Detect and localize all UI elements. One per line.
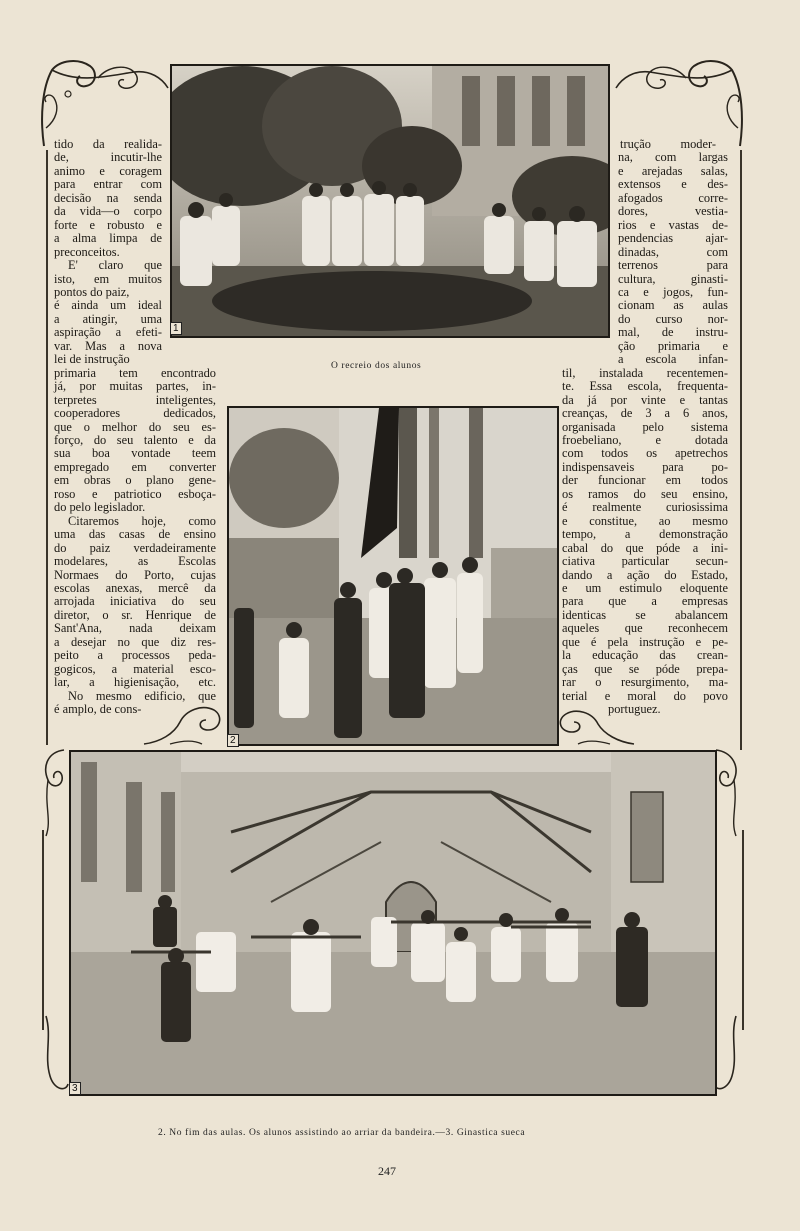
text-line: dando a ação do Estado,	[562, 567, 728, 582]
text-line: isto, em muitos	[54, 271, 162, 286]
text-line: ciativa particular secun-	[562, 554, 728, 569]
text-line: terpretes inteligentes,	[54, 392, 216, 407]
text-line: afogados corre-	[618, 190, 728, 205]
text-line: já, por muitas partes, in-	[54, 379, 216, 394]
text-line: organisada pelo sistema	[562, 419, 728, 434]
text-line: para entrar com	[54, 177, 162, 192]
text-line: decisão na senda	[54, 190, 162, 205]
text-line: extensos e des-	[618, 177, 728, 192]
text-line: do curso nor-	[618, 311, 728, 326]
text-line: os ramos do seu ensino,	[562, 486, 728, 501]
text-line: terial e moral do povo	[562, 688, 728, 703]
text-line: pontos do paiz,	[54, 284, 130, 299]
text-line: portuguez.	[608, 702, 661, 717]
text-line: mal, de instru-	[618, 325, 728, 340]
text-line: ças que se póde prepa-	[562, 661, 728, 676]
text-line: a escola infan-	[618, 352, 728, 367]
text-line: empregado em converter	[54, 459, 216, 474]
text-line: te. Essa escola, frequenta-	[562, 379, 728, 394]
text-line: la educação das crean-	[562, 648, 728, 663]
page-number: 247	[378, 1164, 396, 1178]
text-line: dores, vestia-	[618, 204, 728, 219]
photo-recreio	[170, 64, 610, 338]
text-line: animo e coragem	[54, 163, 162, 178]
text-line: do pelo legislador.	[54, 500, 146, 515]
text-line: e um estimulo eloquente	[562, 580, 728, 595]
text-line: trução moder-	[620, 137, 716, 151]
text-line: gogicos, a material esco-	[54, 661, 216, 676]
text-line: creanças, de 3 a 6 anos,	[562, 406, 728, 421]
right-text-column	[562, 138, 730, 716]
text-line: uma das casas de ensino	[54, 527, 216, 542]
text-line: terrenos para	[618, 258, 728, 273]
text-line: é ainda um ideal	[54, 298, 162, 313]
left-column-rule	[46, 150, 48, 745]
text-line: dinadas, com	[618, 244, 728, 259]
text-line: roso e patriotico esboça-	[54, 486, 216, 501]
text-line: aspiração a efeti-	[54, 325, 162, 340]
right-column-rule	[740, 150, 742, 750]
text-line: rios e vastas de-	[618, 217, 728, 232]
text-line: forço, do seu talento e da	[54, 432, 216, 447]
text-line: rar o resurgimento, ma-	[562, 675, 728, 690]
text-line: forte e robusto e	[54, 217, 162, 232]
text-line: escolas anexas, mercê da	[54, 580, 216, 595]
text-line: arrojada iniciativa do seu	[54, 594, 216, 609]
text-line: til, instalada recentemen-	[562, 365, 728, 380]
caption-photo-1: O recreio dos alunos	[331, 361, 422, 371]
text-line: lei de instrução	[54, 352, 130, 367]
photo-bandeira	[227, 406, 559, 746]
text-line: peito a processos peda-	[54, 648, 216, 663]
text-line: ca e jogos, fun-	[618, 284, 728, 299]
text-line: E' claro que	[68, 258, 162, 273]
text-line: No mesmo edificio, que	[68, 688, 216, 703]
text-line: é amplo, de cons-	[54, 702, 142, 717]
text-line: identicas se abalancem	[562, 607, 728, 622]
photo-ginastica	[69, 750, 717, 1096]
text-line: e arejadas salas,	[618, 163, 728, 178]
text-line: aqueles que reconhecem	[562, 621, 728, 636]
text-line: tempo, a demonstração	[562, 527, 728, 542]
text-line: indispensaveis para po-	[562, 459, 728, 474]
text-line: de, incutir-lhe	[54, 150, 162, 165]
photo-number-2: 2	[227, 734, 239, 747]
text-line: cultura, ginasti-	[618, 271, 728, 286]
text-line: Normaes do Porto, cujas	[54, 567, 216, 582]
text-line: a desejar no que diz res-	[54, 634, 216, 649]
bottom-frame-left-rule	[42, 830, 44, 1030]
text-line: primaria tem encontrado	[54, 365, 216, 380]
text-line: cabal do que póde a ini-	[562, 540, 728, 555]
text-line: que é pela instrução e pe-	[562, 634, 728, 649]
photo-number-1: 1	[170, 322, 182, 335]
text-line: sua boa vontade teem	[54, 446, 216, 461]
text-line: a alma limpa de	[54, 231, 162, 246]
text-line: Citaremos hoje, como	[68, 513, 216, 528]
left-text-column	[54, 138, 218, 716]
text-line: Sant'Ana, nada deixam	[54, 621, 216, 636]
text-line: do paiz verdadeiramente	[54, 540, 216, 555]
text-line: tido da realida-	[54, 137, 162, 151]
text-line: na, com largas	[618, 150, 728, 165]
text-line: em obras o plano gene-	[54, 473, 216, 488]
text-line: lar, a higienisação, etc.	[54, 675, 216, 690]
text-line: para que a empresas	[562, 594, 728, 609]
text-line: da vida—o corpo	[54, 204, 162, 219]
text-line: diretor, o sr. Henrique de	[54, 607, 216, 622]
text-line: que o melhor do seu es-	[54, 419, 216, 434]
text-line: é realmente curiosissima	[562, 500, 728, 515]
text-line: froebeliano, e dotada	[562, 432, 728, 447]
caption-photos-2-3: 2. No fim das aulas. Os alunos assistindo ao arriar da bandeira.—3. Ginastica sueca	[158, 1128, 526, 1138]
text-line: cionam as aulas	[618, 298, 728, 313]
text-line: der funcionar em todos	[562, 473, 728, 488]
text-line: a atingir, uma	[54, 311, 162, 326]
text-line: pendencias ajar-	[618, 231, 728, 246]
text-line: ção primaria e	[618, 338, 728, 353]
text-line: var. Mas a nova	[54, 338, 162, 353]
text-line: preconceitos.	[54, 244, 120, 259]
text-line: da já por vinte e tantas	[562, 392, 728, 407]
bottom-frame-right-rule	[742, 830, 744, 1030]
text-line: modelares, as Escolas	[54, 554, 216, 569]
text-line: com todos os apetrechos	[562, 446, 728, 461]
text-line: cooperadores dedicados,	[54, 406, 216, 421]
photo-number-3: 3	[69, 1082, 81, 1095]
text-line: e constitue, ao mesmo	[562, 513, 728, 528]
